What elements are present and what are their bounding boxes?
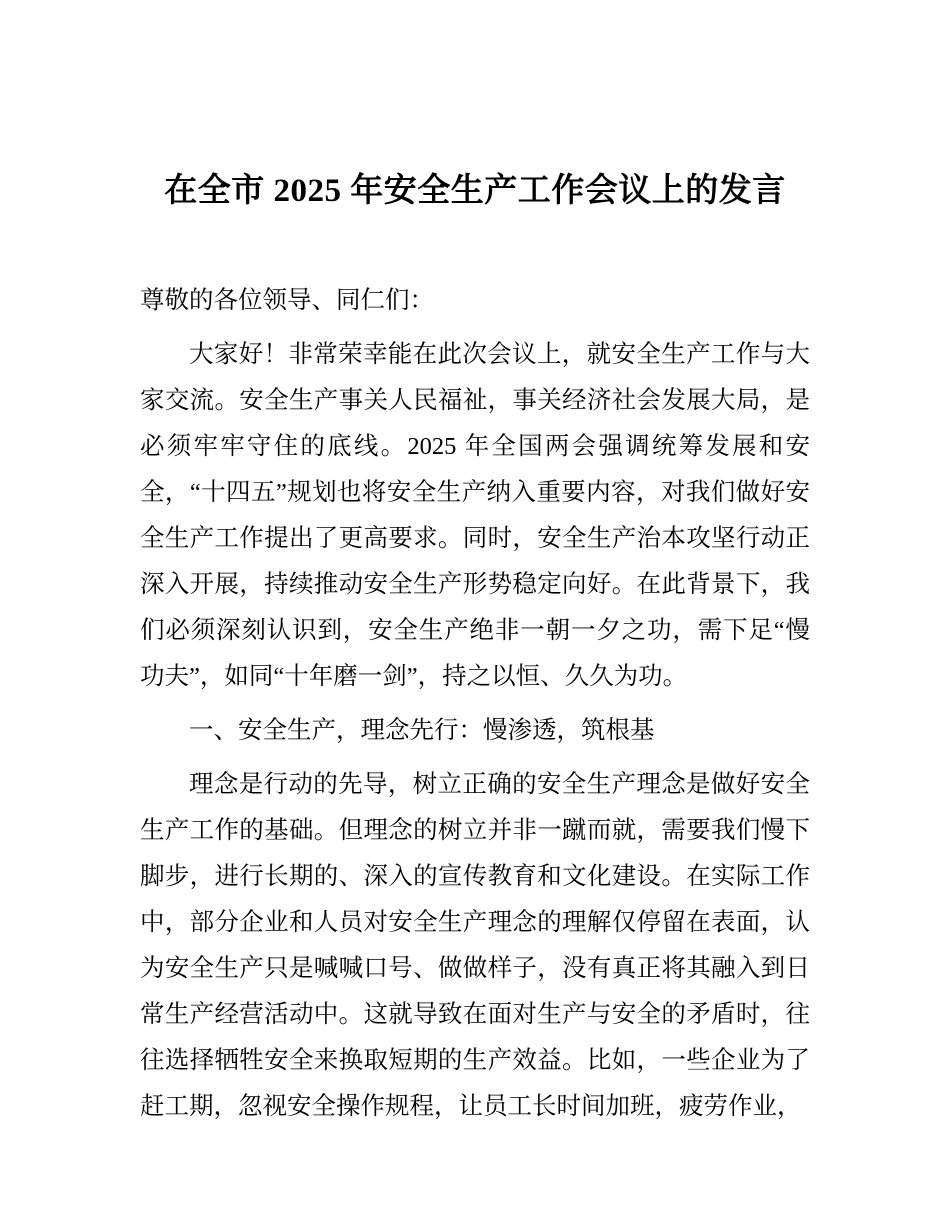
paragraph-opening: 大家好！非常荣幸能在此次会议上，就安全生产工作与大家交流。安全生产事关人民福祉，事关经济社会发展大局，是必须牢牢守住的底线。2025 年全国两会强调统筹发展和安全，“十四五”规划也将安全生产纳入重要内容，对我们做好安全生产工作提出了更高要求。同时，安全生产治本攻坚行动正深入开展，持续推动安全生产形势稳定向好。在此背景下，我们必须深刻认识到，安全生产绝非一朝一夕之功，需下足“慢功夫”，如同“十年磨一剑”，持之以恒、久久为功。 bbox=[140, 341, 810, 690]
document-title: 在全市 2025 年安全生产工作会议上的发言 bbox=[164, 173, 786, 209]
paragraph-section-1-body: 理念是行动的先导，树立正确的安全生产理念是做好安全生产工作的基础。但理念的树立并非一蹴而就，需要我们慢下脚步，进行长期的、深入的宣传教育和文化建设。在实际工作中，部分企业和人员对安全生产理念的理解仅停留在表面，认为安全生产只是喊喊口号、做做样子，没有真正将其融入到日常生产经营活动中。这就导致在面对生产与安全的矛盾时，往往选择牺牲安全来换取短期的生产效益。比如，一些企业为了赶工期，忽视安全操作规程，让员工长时间加班，疲劳作业， bbox=[140, 771, 810, 1120]
section-heading-1: 一、安全生产，理念先行：慢渗透，筑根基 bbox=[189, 717, 655, 744]
salutation-line: 尊敬的各位领导、同仁们： bbox=[140, 287, 434, 314]
document-body bbox=[140, 278, 810, 1130]
